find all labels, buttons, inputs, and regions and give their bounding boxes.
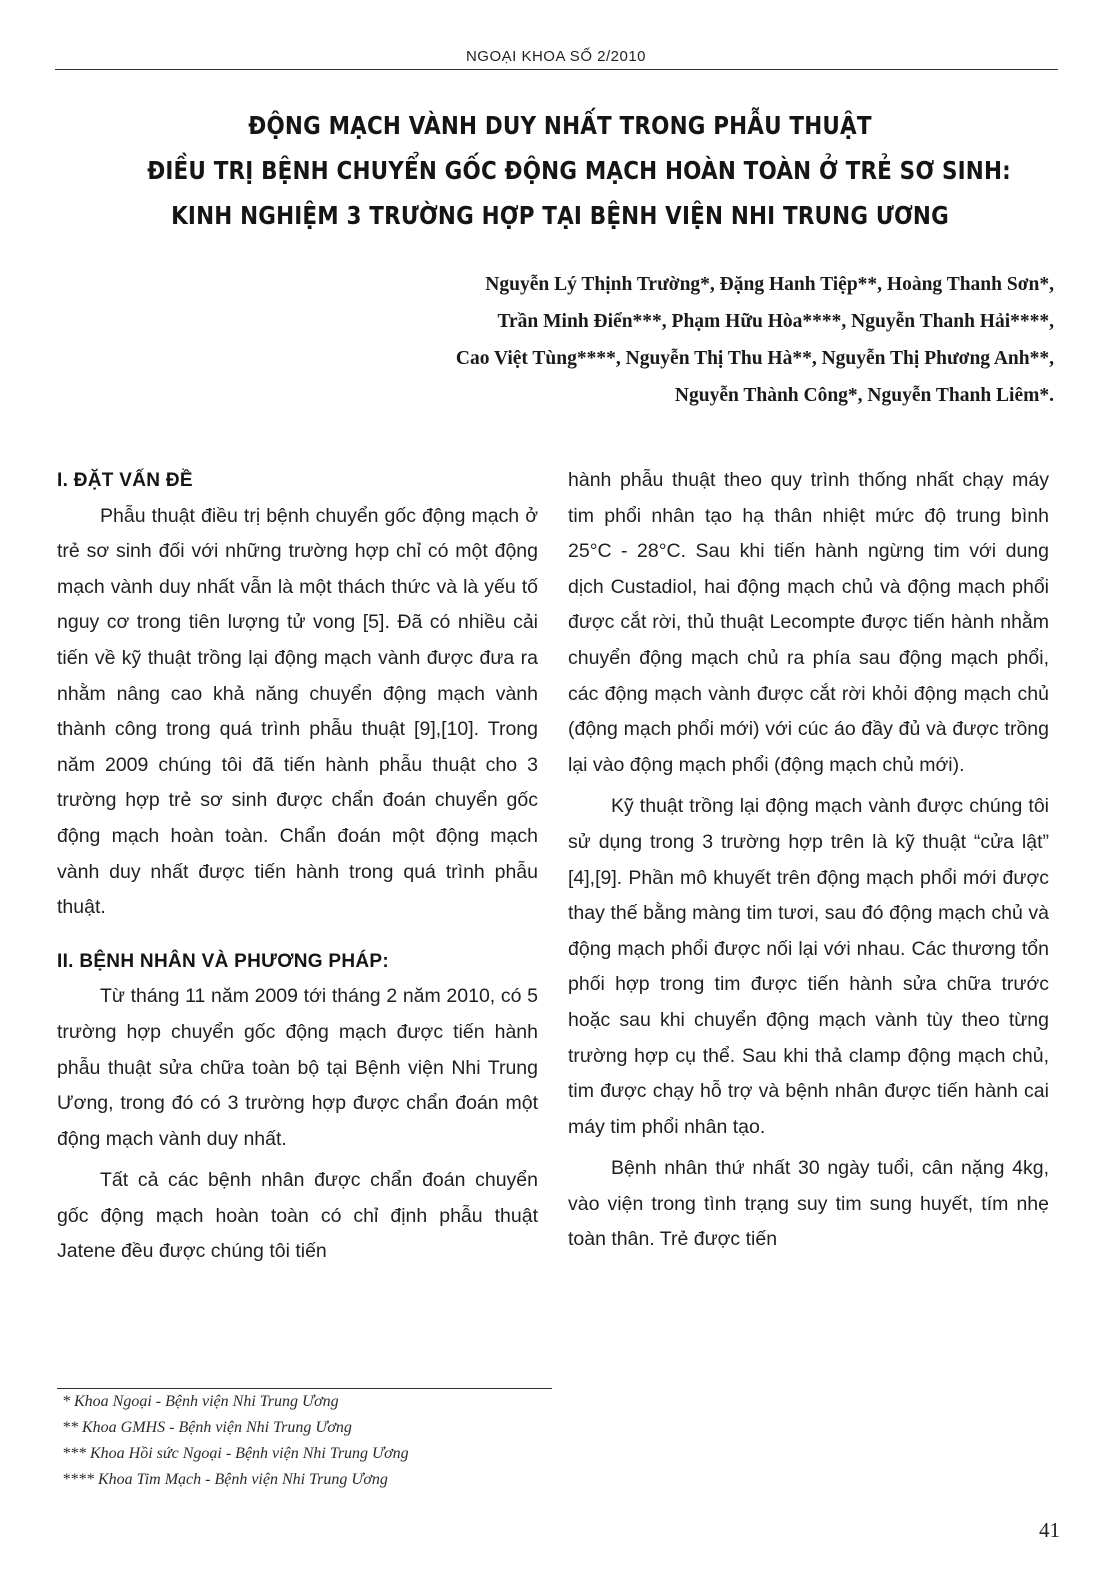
case-paragraph: Bệnh nhân thứ nhất 30 ngày tuổi, cân nặng 4kg, vào viện trong tình trạng suy tim sung huyết, tím nhẹ toàn thân. Trẻ được tiến <box>568 1157 1049 1251</box>
author-line: Trần Minh Điển***, Phạm Hữu Hòa****, Nguyễn Thanh Hải****, <box>497 311 1054 332</box>
footnote: *** Khoa Hồi sức Ngoại - Bệnh viện Nhi Trung Ương <box>62 1445 409 1462</box>
title-line: KINH NGHIỆM 3 TRƯỜNG HỢP TẠI BỆNH VIỆN NHI TRUNG ƯƠNG <box>171 201 949 230</box>
technique-paragraph: Kỹ thuật trồng lại động mạch vành được chúng tôi sử dụng trong 3 trường hợp trên là kỹ thuật “cửa lật” [4],[9]. Phần mô khuyết trên động mạch phổi mới được thay thế bằng màng tim tươi, sau đó động mạch chủ và động mạch phổi được nối lại với nhau. Các thương tổn phối hợp trong tim được tiến hành sửa chữa trước hoặc sau khi chuyển động mạch vành tùy theo từng trường hợp cụ thể. Sau khi thả clamp động mạch chủ, tim được chạy hỗ trợ và bệnh nhân được tiến hành cai máy tim phổi nhân tạo. <box>568 795 1049 1138</box>
section-heading-methods: II. BỆNH NHÂN VÀ PHƯƠNG PHÁP: <box>57 950 390 972</box>
footnote: **** Khoa Tim Mạch - Bệnh viện Nhi Trung Ương <box>62 1471 388 1488</box>
author-line: Cao Việt Tùng****, Nguyễn Thị Thu Hà**, Nguyễn Thị Phương Anh**, <box>455 348 1054 369</box>
section-heading-intro: I. ĐẶT VẤN ĐỀ <box>57 470 193 491</box>
methods-paragraph: Tất cả các bệnh nhân được chẩn đoán chuyển gốc động mạch hoàn toàn có chỉ định phẫu thuật Jatene đều được chúng tôi tiến <box>57 1169 538 1263</box>
intro-paragraph: Phẫu thuật điều trị bệnh chuyển gốc động mạch ở trẻ sơ sinh đối với những trường hợp chỉ có một động mạch vành duy nhất vẫn là một thách thức và là yếu tố nguy cơ trong tiên lượng tử vong [5]. Đã có nhiều cải tiến về kỹ thuật trồng lại động mạch vành được đưa ra nhằm nâng cao khả năng chuyển động mạch vành thành công trong quá trình phẫu thuật [9],[10]. Trong năm 2009 chúng tôi đã tiến hành phẫu thuật cho 3 trường hợp trẻ sơ sinh được chẩn đoán chuyển gốc động mạch hoàn toàn. Chẩn đoán một động mạch vành duy nhất được tiến hành trong quá trình phẫu thuật. <box>57 504 538 919</box>
author-line: Nguyễn Lý Thịnh Trường*, Đặng Hanh Tiệp**, Hoàng Thanh Sơn*, <box>485 274 1054 295</box>
author-line: Nguyễn Thành Công*, Nguyễn Thanh Liêm*. <box>674 385 1054 406</box>
footnotes <box>62 1389 562 1493</box>
left-column <box>57 463 538 1270</box>
methods-paragraph: Từ tháng 11 năm 2009 tới tháng 2 năm 2010, có 5 trường hợp chuyển gốc động mạch được tiến hành phẫu thuật sửa chữa toàn bộ tại Bệnh viện Nhi Trung Ương, trong đó có 3 trường hợp được chẩn đoán một động mạch vành duy nhất. <box>57 985 538 1150</box>
title-line: ĐỘNG MẠCH VÀNH DUY NHẤT TRONG PHẪU THUẬT <box>248 111 872 140</box>
title-line: ĐIỀU TRỊ BỆNH CHUYỂN GỐC ĐỘNG MẠCH HOÀN TOÀN Ở TRẺ SƠ SINH: <box>147 156 1011 185</box>
header-rule <box>55 69 1058 70</box>
running-header: NGOẠI KHOA SỐ 2/2010 <box>465 48 647 65</box>
article-title <box>147 103 1011 238</box>
author-list <box>154 266 1054 414</box>
right-column <box>568 463 1049 1258</box>
footnote: ** Khoa GMHS - Bệnh viện Nhi Trung Ương <box>62 1419 352 1436</box>
methods-paragraph-continued: hành phẫu thuật theo quy trình thống nhất chạy máy tim phổi nhân tạo hạ thân nhiệt mức độ trung bình 25°C - 28°C. Sau khi tiến hành ngừng tim với dung dịch Custadiol, hai động mạch chủ và động mạch phổi được cắt rời, thủ thuật Lecompte được tiến hành nhằm chuyển động mạch chủ ra phía sau động mạch phổi, các động mạch vành được cắt rời khỏi động mạch chủ (động mạch phổi mới) với cúc áo đầy đủ và được trồng lại vào động mạch phổi (động mạch chủ mới). <box>568 469 1049 776</box>
page-number: 41 <box>1039 1518 1060 1542</box>
footnote: * Khoa Ngoại - Bệnh viện Nhi Trung Ương <box>62 1393 339 1410</box>
